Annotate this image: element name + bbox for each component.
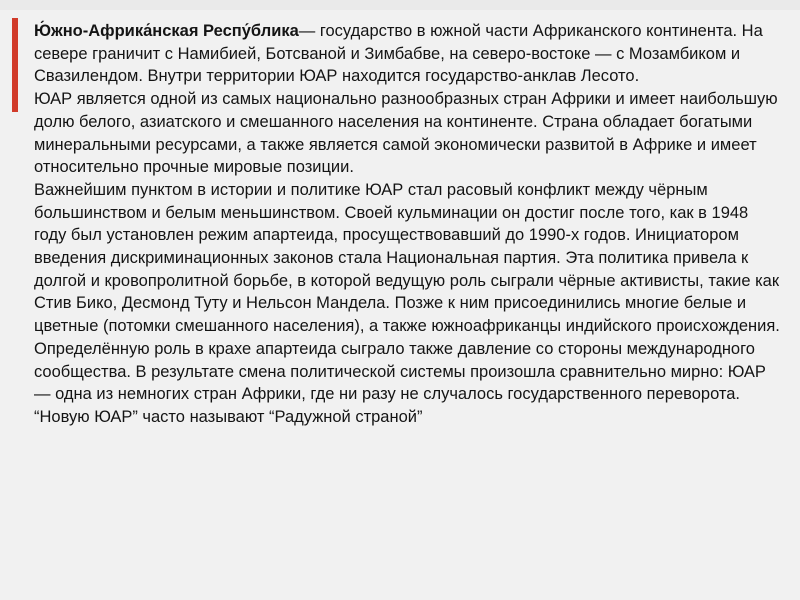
slide-content	[34, 20, 784, 429]
intro-paragraph	[34, 20, 784, 88]
paragraph-history: Важнейшим пунктом в истории и политике ЮАР стал расовый конфликт между чёрным большинством и белым меньшинством. Своей кульминации он достиг после того, как в 1948 году был установлен режим апартеида, просуществовавший до 1990-х годов. Инициатором введения дискриминационных законов стала Национальная партия. Эта политика привела к долгой и кровопролитной борьбе, в которой ведущую роль сыграли чёрные активисты, такие как Стив Бико, Десмонд Туту и Нельсон Мандела. Позже к ним присоединились многие белые и цветные (потомки смешанного населения), а также южноафриканцы индийского происхождения. Определённую роль в крахе апартеида сыграло также давление со стороны международного сообщества. В результате смена политической системы произошла сравнительно мирно: ЮАР — одна из немногих стран Африки, где ни разу не случалось государственного переворота.	[34, 180, 780, 404]
top-bar	[0, 0, 800, 10]
page-title: Ю́жно-Африка́нская Респу́блика	[34, 22, 299, 40]
paragraph-rainbow-nation: “Новую ЮАР” часто называют “Радужной страной”	[34, 407, 423, 426]
intro-text: — государство в южной части Африканского континента. На севере граничит с Намибией, Ботсваной и Зимбабве, на северо-востоке — с Мозамбиком и Свазилендом. Внутри территории ЮАР находится государство-анклав Лесото.	[34, 22, 763, 86]
paragraph-demographics: ЮАР является одной из самых национально разнообразных стран Африки и имеет наибольшую долю белого, азиатского и смешанного населения на континенте. Страна обладает богатыми минеральными ресурсами, а также является самой экономически развитой в Африке и имеет относительно прочные мировые позиции.	[34, 90, 778, 177]
left-accent-bar	[12, 18, 18, 112]
